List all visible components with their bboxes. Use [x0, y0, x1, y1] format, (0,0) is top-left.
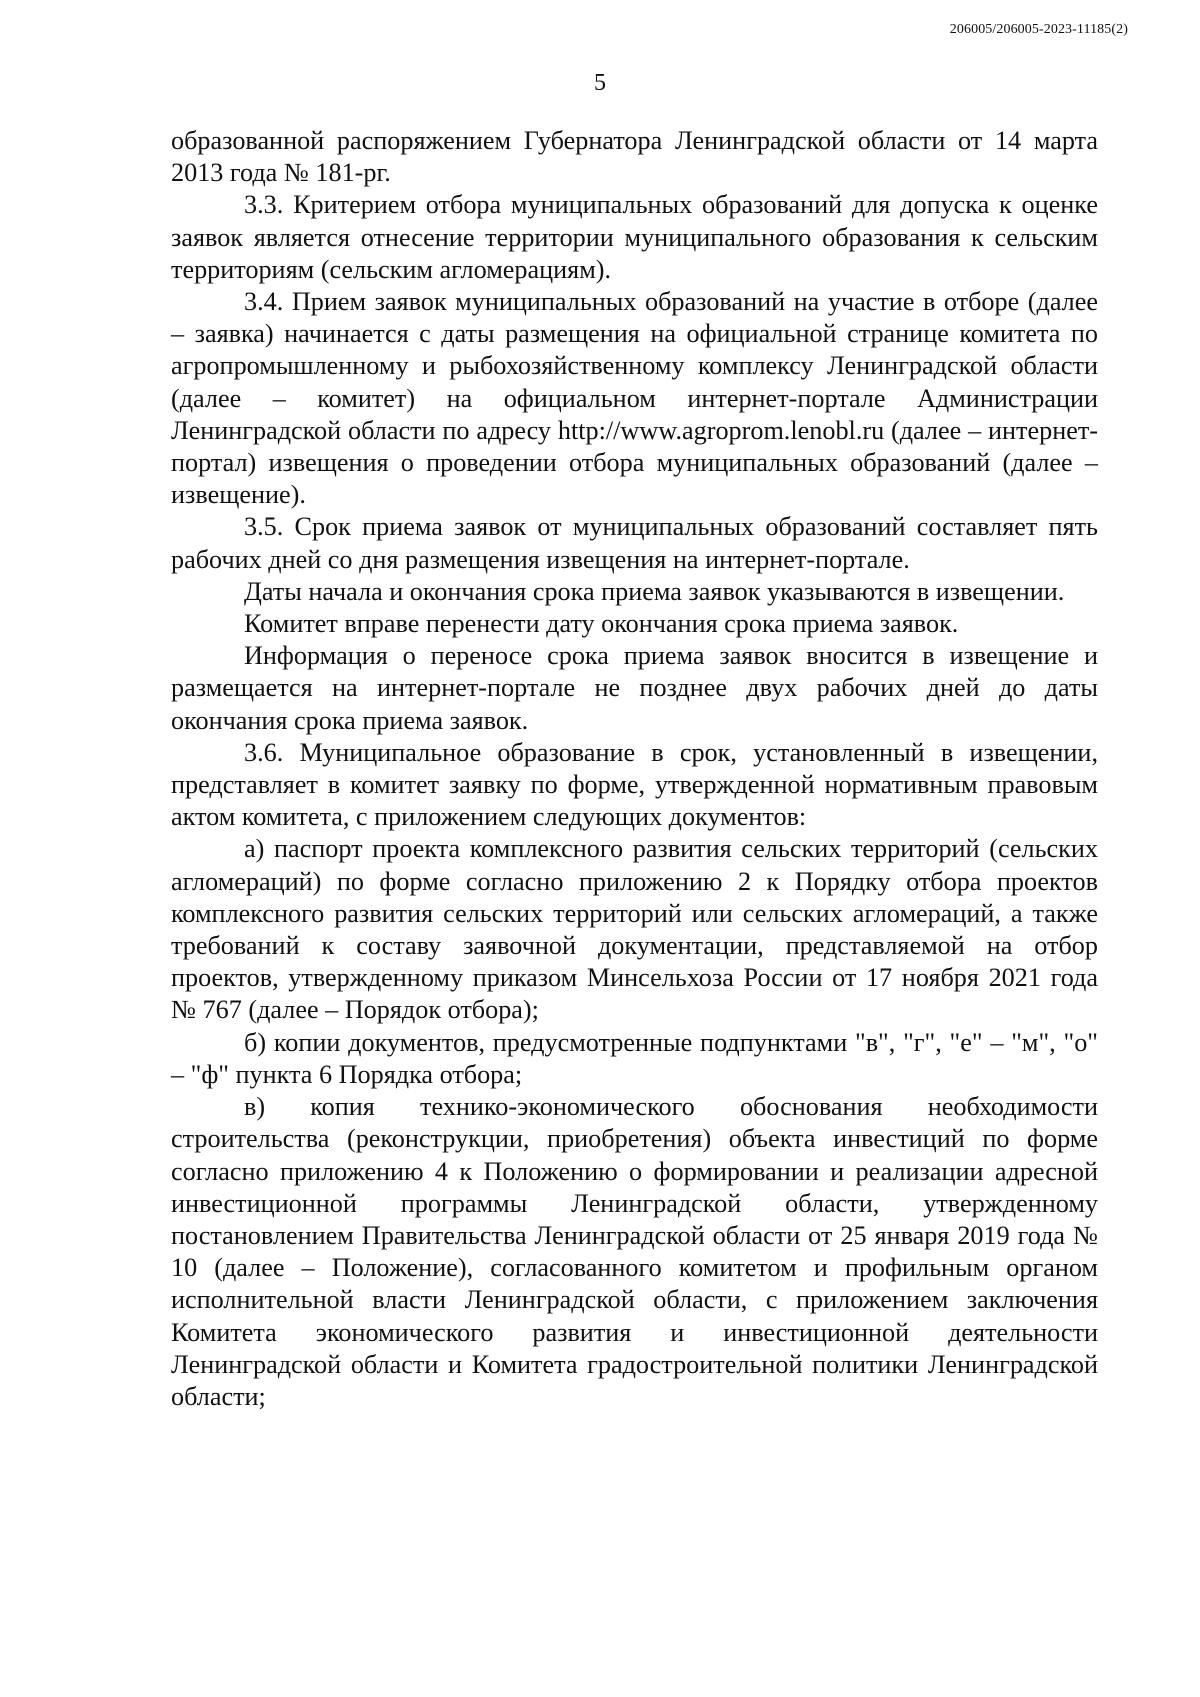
paragraph-3-6: 3.6. Муниципальное образование в срок, установленный в извещении, представляет в комитет заявку по форме, утвержденной нормативным правовым актом комитета, с приложением следующих документов:: [171, 737, 1098, 832]
list-item-b: б) копии документов, предусмотренные подпунктами "в", "г", "е" – "м", "о" – "ф" пункта 6 Порядка отбора;: [171, 1027, 1098, 1089]
paragraph-3-5: 3.5. Срок приема заявок от муниципальных образований составляет пять рабочих дней со дня размещения извещения на интернет-портале.: [171, 512, 1098, 574]
document-id: 206005/206005-2023-11185(2): [949, 22, 1128, 37]
paragraph-3-4: 3.4. Прием заявок муниципальных образований на участие в отборе (далее – заявка) начинается с даты размещения на официальной странице комитета по агропромышленному и рыбохозяйственному комплексу Ленинградской области (далее – комитет) на официальном интернет-портале Администрации Ленинградской области по адресу http://www.agroprom.lenobl.ru (далее – интернет-портал) извещения о проведении отбора муниципальных образований (далее – извещение).: [171, 287, 1098, 510]
list-item-v: в) копия технико-экономического обоснования необходимости строительства (реконструкции, приобретения) объекта инвестиций по форме согласно приложению 4 к Положению о формировании и реализации адресной инвестиционной программы Ленинградской области, утвержденному постановлением Правительства Ленинградской области от 25 января 2019 года № 10 (далее – Положение), согласованного комитетом и профильным органом исполнительной власти Ленинградской области, с приложением заключения Комитета экономического развития и инвестиционной деятельности Ленинградской области и Комитета градостроительной политики Ленинградской области;: [171, 1092, 1098, 1411]
page-number: 5: [594, 70, 606, 96]
paragraph-postponement-info: Информация о переносе срока приема заявок вносится в извещение и размещается на интернет-портале не позднее двух рабочих дней до даты окончания срока приема заявок.: [171, 641, 1098, 735]
paragraph-committee-right: Комитет вправе перенести дату окончания срока приема заявок.: [244, 609, 959, 639]
list-item-a: а) паспорт проекта комплексного развития сельских территорий (сельских агломераций) по форме согласно приложению 2 к Порядку отбора проектов комплексного развития сельских территорий или сельских агломераций, а также требований к составу заявочной документации, представляемой на отбор проектов, утвержденному приказом Минсельхоза России от 17 ноября 2021 года № 767 (далее – Порядок отбора);: [171, 834, 1098, 1025]
paragraph-dates: Даты начала и окончания срока приема заявок указываются в извещении.: [244, 576, 1065, 606]
paragraph-continuation: образованной распоряжением Губернатора Ленинградской области от 14 марта 2013 года № 181-рг.: [171, 126, 1098, 188]
paragraph-3-3: 3.3. Критерием отбора муниципальных образований для допуска к оценке заявок является отнесение территории муниципального образования к сельским территориям (сельским агломерациям).: [171, 190, 1098, 284]
document-body: [171, 125, 1098, 1413]
